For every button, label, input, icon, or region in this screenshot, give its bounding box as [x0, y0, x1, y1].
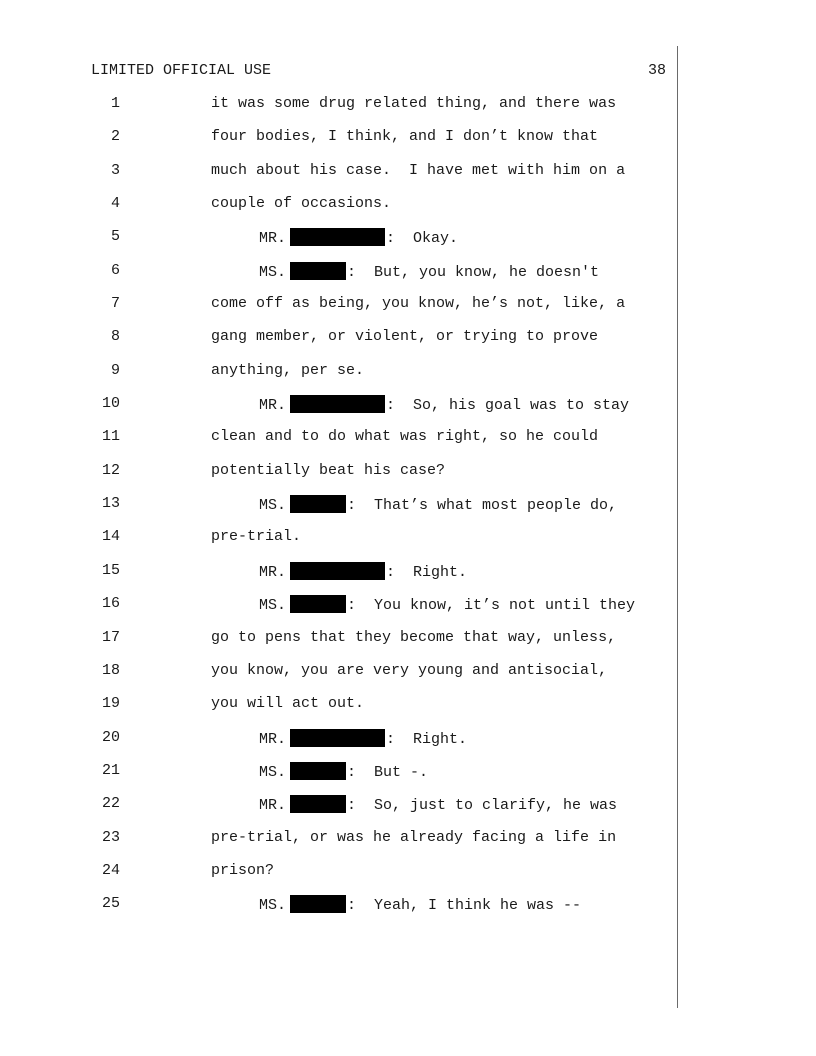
line-number: 22 [101, 795, 120, 813]
transcript-line [0, 328, 816, 361]
line-body: potentially beat his case? [211, 461, 446, 479]
line-body: : Right. [386, 563, 468, 581]
transcript-line [0, 595, 816, 628]
transcript-line [0, 762, 816, 795]
line-number: 23 [101, 828, 120, 846]
speaker-label: MR. [259, 563, 287, 581]
redaction-block [290, 795, 346, 813]
transcript-line [0, 462, 816, 495]
line-body: you will act out. [211, 695, 365, 713]
line-text [211, 328, 598, 345]
line-text [259, 729, 467, 748]
transcript-line [0, 95, 816, 128]
line-number: 16 [101, 595, 120, 613]
line-body: you know, you are very young and antisocial, [211, 661, 608, 679]
redaction-block [290, 762, 346, 780]
line-number: 2 [110, 128, 120, 146]
transcript-line [0, 729, 816, 762]
transcript-line [0, 428, 816, 461]
line-number: 7 [110, 295, 120, 313]
line-number: 14 [101, 528, 120, 546]
transcript-line [0, 528, 816, 561]
line-number: 24 [101, 861, 120, 879]
line-body: gang member, or violent, or trying to prove [211, 328, 599, 346]
line-text [259, 262, 599, 281]
line-number: 13 [101, 495, 120, 513]
line-body: much about his case. I have met with him on a [211, 161, 626, 179]
line-body: it was some drug related thing, and there was [211, 95, 617, 112]
line-text [211, 695, 364, 712]
line-text [259, 562, 467, 581]
line-text [259, 495, 617, 514]
line-text [211, 128, 598, 145]
speaker-label: MS. [259, 263, 287, 281]
transcript-line [0, 895, 816, 928]
line-body: : So, his goal was to stay [386, 397, 630, 415]
line-body: go to pens that they become that way, unless, [211, 628, 617, 646]
transcript-line [0, 495, 816, 528]
line-text [211, 829, 616, 846]
line-body: clean and to do what was right, so he could [211, 428, 599, 446]
line-text [211, 162, 625, 179]
line-body: : Okay. [386, 230, 459, 248]
line-body: pre-trial, or was he already facing a life in [211, 828, 617, 846]
redaction-block [290, 228, 385, 246]
line-body: : But, you know, he doesn't [347, 263, 600, 281]
speaker-label: MS. [259, 897, 287, 915]
speaker-label: MS. [259, 497, 287, 515]
line-text [211, 862, 274, 879]
line-body: : But -. [347, 763, 429, 781]
line-text [211, 95, 616, 112]
transcript-line [0, 695, 816, 728]
transcript-line [0, 662, 816, 695]
transcript-line [0, 295, 816, 328]
line-number: 15 [101, 561, 120, 579]
transcript-lines [0, 95, 816, 929]
line-body: anything, per se. [211, 361, 365, 379]
speaker-label: MR. [259, 397, 287, 415]
line-number: 8 [110, 328, 120, 346]
line-number: 1 [110, 95, 120, 112]
line-body: : So, just to clarify, he was [347, 797, 618, 815]
redaction-block [290, 262, 346, 280]
line-number: 19 [101, 695, 120, 713]
line-text [211, 629, 616, 646]
line-number: 9 [110, 361, 120, 379]
line-body: : You know, it’s not until they [347, 597, 636, 615]
speaker-label: MS. [259, 597, 287, 615]
line-number: 10 [101, 395, 120, 413]
line-number: 12 [101, 461, 120, 479]
transcript-line [0, 562, 816, 595]
redaction-block [290, 595, 346, 613]
line-text [211, 362, 364, 379]
line-text [211, 195, 391, 212]
line-text [211, 428, 598, 445]
speaker-label: MR. [259, 797, 287, 815]
line-text [211, 295, 625, 312]
line-number: 20 [101, 728, 120, 746]
transcript-line [0, 862, 816, 895]
speaker-label: MR. [259, 730, 287, 748]
redaction-block [290, 562, 385, 580]
line-number: 3 [110, 161, 120, 179]
speaker-label: MS. [259, 763, 287, 781]
line-text [259, 395, 629, 414]
line-number: 21 [101, 761, 120, 779]
line-text [211, 662, 607, 679]
line-body: couple of occasions. [211, 195, 392, 213]
transcript-line [0, 262, 816, 295]
line-number: 4 [110, 195, 120, 213]
line-text [211, 528, 301, 545]
redaction-block [290, 495, 346, 513]
line-number: 25 [101, 895, 120, 913]
line-number: 5 [110, 228, 120, 246]
line-text [211, 462, 445, 479]
transcript-line [0, 795, 816, 828]
classification-header: LIMITED OFFICIAL USE [91, 62, 272, 79]
line-body: prison? [211, 861, 275, 879]
line-number: 17 [101, 628, 120, 646]
line-text [259, 795, 617, 814]
redaction-block [290, 729, 385, 747]
line-text [259, 595, 635, 614]
speaker-label: MR. [259, 230, 287, 248]
line-body: four bodies, I think, and I don’t know that [211, 128, 599, 146]
redaction-block [290, 395, 385, 413]
line-body: come off as being, you know, he’s not, like, a [211, 295, 626, 313]
line-body: : Right. [386, 730, 468, 748]
redaction-block [290, 895, 346, 913]
transcript-line [0, 629, 816, 662]
line-body: pre-trial. [211, 528, 302, 546]
transcript-line [0, 195, 816, 228]
transcript-line [0, 829, 816, 862]
page-number: 38 [648, 62, 667, 79]
line-number: 11 [101, 428, 120, 446]
line-text [259, 762, 428, 781]
line-number: 18 [101, 661, 120, 679]
transcript-line [0, 362, 816, 395]
transcript-line [0, 128, 816, 161]
transcript-line [0, 395, 816, 428]
line-body: : That’s what most people do, [347, 497, 618, 515]
line-number: 6 [110, 261, 120, 279]
transcript-line [0, 228, 816, 261]
transcript-line [0, 162, 816, 195]
line-text [259, 228, 458, 247]
line-body: : Yeah, I think he was -- [347, 897, 582, 915]
line-text [259, 895, 581, 914]
